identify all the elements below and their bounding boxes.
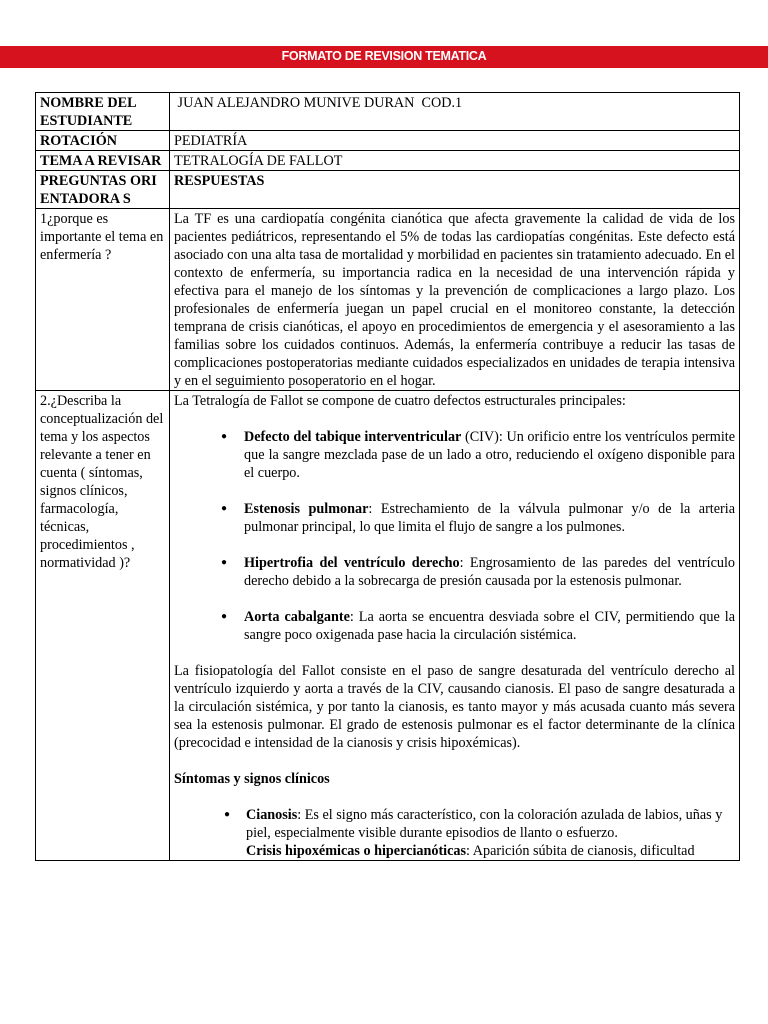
defect-text: : La aorta se encuentra desviada sobre el CIV, permitiendo que la sangre poco oxigenada pase hacia la circulación sistémica.: [244, 609, 736, 643]
defect-term: Hipertrofia del ventrículo derecho: [244, 555, 460, 571]
question-1-text: 1¿porque es importante el tema en enfermería ?: [36, 209, 170, 391]
defect-item: [244, 554, 735, 590]
student-row: [36, 93, 740, 131]
symptom-text: : Aparición súbita de cianosis, dificultad: [466, 843, 695, 859]
answer-2-cell: [170, 391, 740, 861]
questions-header-label: PREGUNTAS ORIENTADORA S: [36, 171, 170, 209]
question-1-row: [36, 209, 740, 391]
topic-value: TETRALOGÍA DE FALLOT: [170, 151, 740, 171]
defect-item: [244, 428, 735, 482]
form-title: FORMATO DE REVISION TEMATICA: [281, 49, 487, 63]
form-title-bar: [0, 46, 768, 68]
defect-term: Defecto del tabique interventricular: [244, 429, 462, 445]
symptoms-list: [174, 806, 735, 860]
answer-2-intro: La Tetralogía de Fallot se compone de cuatro defectos estructurales principales:: [174, 393, 626, 409]
answers-header-label: RESPUESTAS: [170, 171, 740, 209]
defect-term: Aorta cabalgante: [244, 609, 350, 625]
student-name: JUAN ALEJANDRO MUNIVE DURAN COD.1: [170, 93, 740, 131]
symptom-item: [246, 842, 735, 860]
question-2-row: [36, 391, 740, 861]
symptoms-heading: Síntomas y signos clínicos: [174, 771, 330, 787]
defect-text: : Estrechamiento de la válvula pulmonar y/o de la arteria pulmonar principal, lo que limita el flujo de sangre a los pulmones.: [244, 501, 736, 535]
defect-text: : Engrosamiento de las paredes del ventrículo derecho debido a la sobrecarga de presión causada por la estenosis pulmonar.: [244, 555, 736, 589]
rotation-label: ROTACIÓN: [36, 131, 170, 151]
defects-list: [174, 428, 735, 644]
student-label: NOMBRE DEL ESTUDIANTE: [36, 93, 170, 131]
topic-row: [36, 151, 740, 171]
answer-1-text: La TF es una cardiopatía congénita cianótica que afecta gravemente la calidad de vida de los pacientes pediátricos, representando el 5% de todas las cardiopatías congénitas. Este defecto está asociado con una alta tasa de mortalidad y morbilidad en pacientes sin tratamiento adecuado. En el contexto de enfermería, su importancia radica en la necesidad de una intervención rápida y efectiva para el manejo de los síntomas y la prevención de complicaciones a largo plazo. Los profesionales de enfermería juegan un papel crucial en el monitoreo constante, la detección temprana de crisis cianóticas, el apoyo en procedimientos de emergencia y el asesoramiento a las familias sobre los cuidados continuos. Además, la enfermería contribuye a reducir las tasas de complicaciones postoperatorias mediante cuidados especializados en unidades de terapia intensiva y en el seguimiento posoperatorio en el hogar.: [170, 209, 740, 391]
topic-label: TEMA A REVISAR: [36, 151, 170, 171]
review-form-table: [35, 92, 740, 861]
rotation-value: PEDIATRÍA: [170, 131, 740, 151]
symptom-term: Cianosis: [246, 807, 298, 823]
symptom-item: [246, 806, 735, 842]
rotation-row: [36, 131, 740, 151]
pathophysiology-paragraph: La fisiopatología del Fallot consiste en el paso de sangre desaturada del ventrículo derecho al ventrículo izquierdo y aorta a través de la CIV, causando cianosis. El paso de sangre desaturada a la circulación sistémica, y por tanto la cianosis, es tanto mayor y más acusada cuanto más severa sea la estenosis pulmonar. El grado de estenosis pulmonar es el factor determinante de la clínica (precocidad e intensidad de la cianosis y crisis hipoxémicas).: [174, 663, 735, 751]
questions-header-row: [36, 171, 740, 209]
question-2-text: 2.¿Describa la conceptualización del tema y los aspectos relevante a tener en cuenta ( síntomas, signos clínicos, farmacología, técnicas, procedimientos , normatividad )?: [36, 391, 170, 861]
symptom-text: : Es el signo más característico, con la coloración azulada de labios, uñas y piel, especialmente visible durante episodios de llanto o esfuerzo.: [246, 807, 723, 841]
defect-term: Estenosis pulmonar: [244, 501, 369, 517]
defect-text: (CIV): Un orificio entre los ventrículos permite que la sangre mezclada pase de un lado a otro, reduciendo el oxígeno disponible para el cuerpo.: [244, 429, 735, 481]
symptom-term: Crisis hipoxémicas o hipercianóticas: [246, 843, 467, 859]
defect-item: [244, 500, 735, 536]
defect-item: [244, 608, 735, 644]
